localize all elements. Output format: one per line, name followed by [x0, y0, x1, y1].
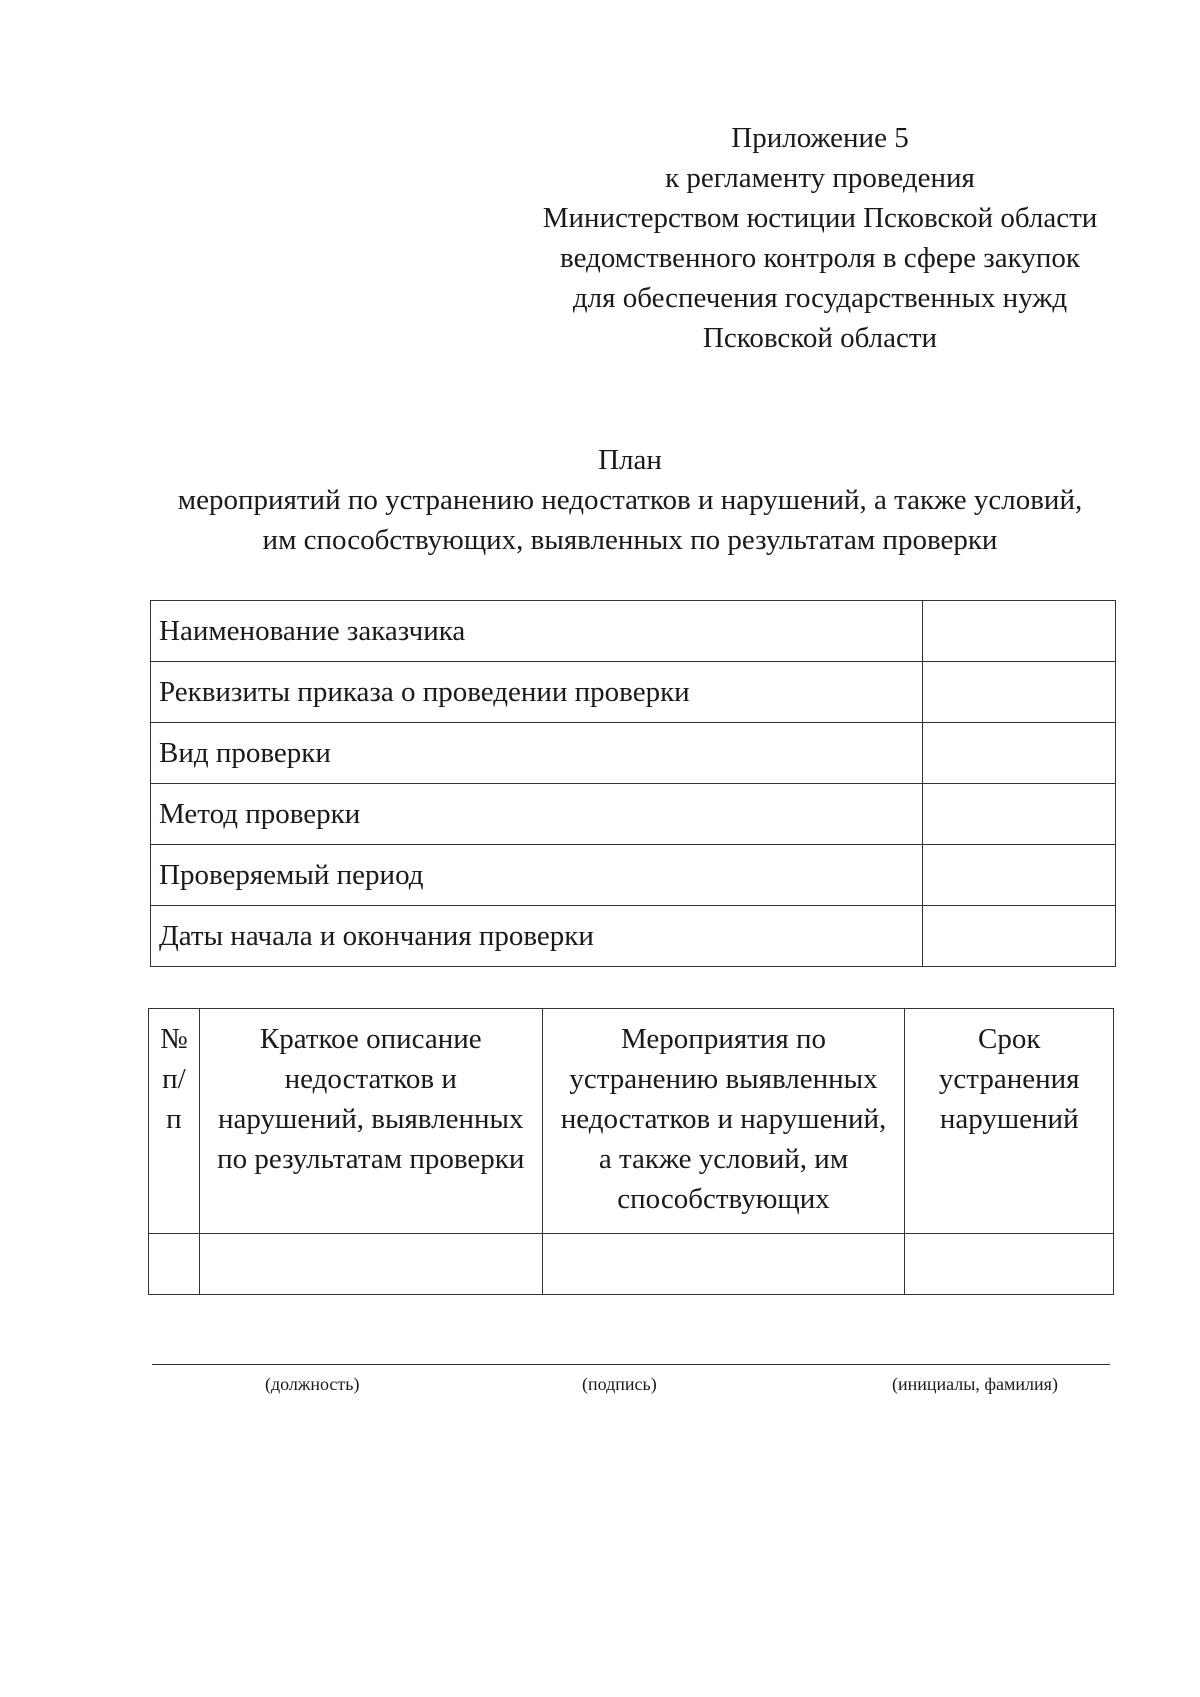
table-cell	[905, 1234, 1114, 1295]
header-deadline	[905, 1009, 1114, 1234]
info-label: Метод проверки	[151, 784, 923, 845]
appendix-header	[520, 118, 1120, 358]
info-label: Даты начала и окончания проверки	[151, 906, 923, 967]
appendix-line: Приложение 5	[731, 122, 909, 154]
title-line: мероприятий по устранению недостатков и нарушений, а также условий,	[177, 484, 1083, 516]
plan-header-row	[149, 1009, 1114, 1234]
measures-plan-table	[148, 1008, 1114, 1295]
info-row-inspection-method	[151, 784, 1116, 845]
header-description	[199, 1009, 542, 1234]
info-row-order-details	[151, 662, 1116, 723]
info-value-cell	[923, 723, 1116, 784]
inspection-info-table	[150, 600, 1116, 967]
header-line: Мероприятия по	[621, 1023, 826, 1055]
header-line: Срок	[977, 1023, 1041, 1055]
info-row-customer	[151, 601, 1116, 662]
header-line: недостатков и	[284, 1063, 457, 1095]
header-line: №	[160, 1023, 188, 1055]
info-value-cell	[923, 845, 1116, 906]
header-measures	[542, 1009, 905, 1234]
header-line: способствующих	[617, 1183, 830, 1215]
table-cell	[149, 1234, 200, 1295]
position-caption: (должность)	[265, 1374, 360, 1394]
appendix-line: для обеспечения государственных нужд	[572, 282, 1068, 314]
header-line: устранения	[938, 1063, 1080, 1095]
header-line: п	[166, 1103, 182, 1135]
title-heading: План	[598, 444, 662, 476]
header-line: по результатам проверки	[217, 1143, 525, 1175]
signature-caption: (подпись)	[582, 1374, 657, 1394]
info-label: Вид проверки	[151, 723, 923, 784]
header-line: устранению выявленных	[569, 1063, 878, 1095]
info-label: Наименование заказчика	[151, 601, 923, 662]
appendix-line: к регламенту проведения	[665, 162, 975, 194]
appendix-line: ведомственного контроля в сфере закупок	[560, 242, 1080, 274]
info-row-dates	[151, 906, 1116, 967]
info-row-inspection-type	[151, 723, 1116, 784]
name-caption: (инициалы, фамилия)	[892, 1374, 1058, 1394]
appendix-line: Псковской области	[702, 322, 938, 354]
table-row	[149, 1234, 1114, 1295]
header-line: а также условий, им	[598, 1143, 849, 1175]
info-label: Проверяемый период	[151, 845, 923, 906]
header-line: нарушений, выявленных	[218, 1103, 524, 1135]
document-title	[100, 440, 1160, 560]
table-cell	[199, 1234, 542, 1295]
info-label: Реквизиты приказа о проведении проверки	[151, 662, 923, 723]
header-line: Краткое описание	[259, 1023, 482, 1055]
header-line: недостатков и нарушений,	[560, 1103, 887, 1135]
title-line: им способствующих, выявленных по результатам проверки	[262, 524, 998, 556]
table-cell	[542, 1234, 905, 1295]
header-line: п/	[162, 1063, 186, 1095]
appendix-line: Министерством юстиции Псковской области	[542, 202, 1098, 234]
info-value-cell	[923, 662, 1116, 723]
signature-line	[152, 1364, 1110, 1365]
header-number	[149, 1009, 200, 1234]
info-value-cell	[923, 601, 1116, 662]
info-row-period	[151, 845, 1116, 906]
header-line: нарушений	[939, 1103, 1079, 1135]
info-value-cell	[923, 784, 1116, 845]
info-value-cell	[923, 906, 1116, 967]
